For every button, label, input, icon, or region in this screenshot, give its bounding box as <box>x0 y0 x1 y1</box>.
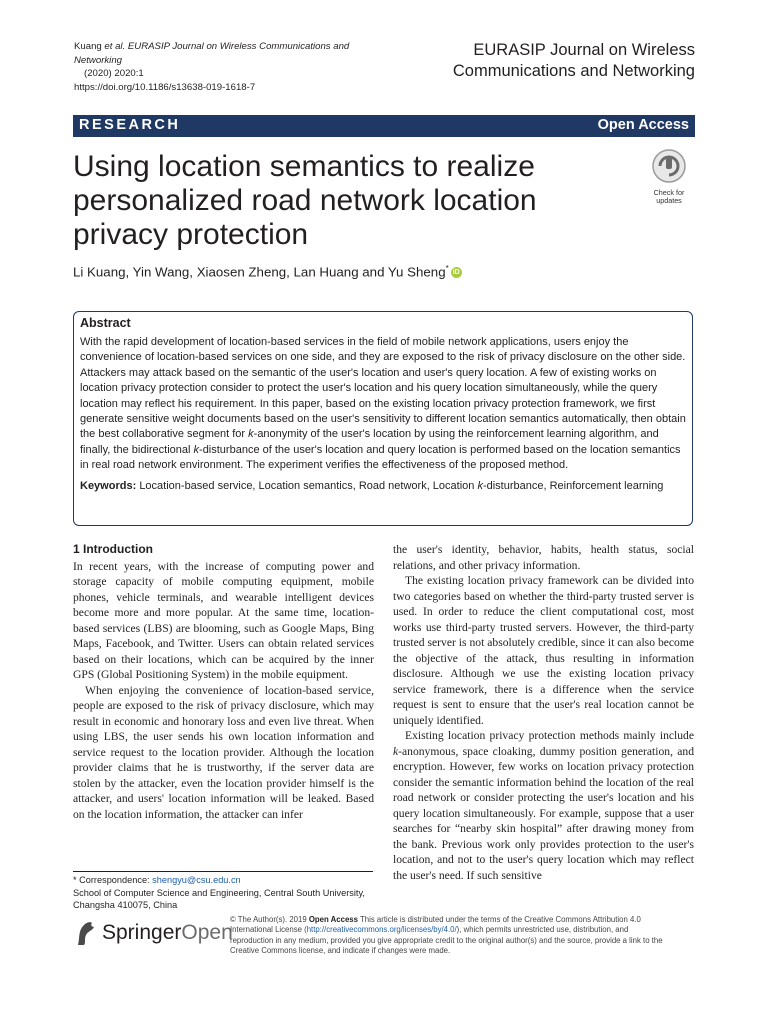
check-updates-label-2: updates <box>656 196 682 205</box>
springer-word: Springer <box>102 921 182 944</box>
citation-journal: et al. EURASIP Journal on Wireless Communications and Networking <box>74 41 350 66</box>
body-column-left <box>73 542 374 822</box>
citation-block <box>74 40 394 94</box>
check-updates-icon <box>651 148 687 184</box>
paragraph-part: Existing location privacy protection methods mainly include <box>405 729 694 742</box>
abstract-heading: Abstract <box>80 316 131 330</box>
paragraph: In recent years, with the increase of computing power and storage capacity of mobile computing equipment, mobile phones, vehicle terminals, and wearable intelligent devices become more and more popular. At the same time, location-based services (LBS) are blooming, such as Google Maps, Bing Maps, Facebook, and Twitter. Users can obtain related services based on their locations, which can be acquired by the inner GPS (Global Positioning System) in the mobile equipment. <box>73 559 374 681</box>
license-text-a: This article is distributed under the terms of the Creative Commons Attribution 4.0 International License ( <box>230 915 641 935</box>
keywords-b: -disturbance, Reinforcement learning <box>482 479 664 492</box>
corresponding-mark: * <box>445 264 449 273</box>
license-open-access: Open Access <box>308 915 358 924</box>
abstract-k-1: k <box>248 428 254 441</box>
keywords <box>80 479 686 493</box>
journal-name-line-1: EURASIP Journal on Wireless <box>473 41 695 59</box>
affiliation-line-2: Changsha 410075, China <box>73 900 178 910</box>
article-title: Using location semantics to realize personalized road network location privacy protection <box>73 150 537 251</box>
paragraph: When enjoying the convenience of location-based service, people are exposed to the risk of privacy disclosure, which may result in economic and honorary loss and even live threat. When using LBS, the user sends his own location information and service request to the location provider. Although the location provider claims that he is trustworthy, if the server data are stolen by the attacker, even the location provider himself is the attacker, and users' location information will be leaked. Based on the location information, the attacker can infer <box>73 683 374 821</box>
correspondence-label: * Correspondence: <box>73 875 150 885</box>
authors-text: Li Kuang, Yin Wang, Xiaosen Zheng, Lan Huang and Yu Sheng <box>73 264 446 280</box>
journal-name <box>453 40 695 82</box>
keywords-a: Location-based service, Location semantics, Road network, Location <box>139 479 475 492</box>
author-list <box>73 264 462 279</box>
doi-link[interactable]: https://doi.org/10.1186/s13638-019-1618-7 <box>74 81 256 93</box>
paragraph <box>393 728 694 883</box>
abstract-text-c: -disturbance of the user's location and query location is performed based on the location semantics in real road network environment. The experiment verifies the effectiveness of the proposed method. <box>80 443 681 472</box>
citation-authors: Kuang <box>74 41 102 52</box>
journal-name-line-2: Communications and Networking <box>452 62 695 80</box>
paragraph-part: -anonymous, space cloaking, dummy position generation, and encryption. However, few works on location privacy protection consider the semantic information behind the location of the real road network or consider protecting the user's location and his query location simultaneously. For example, suppose that a user searches for “nearby skin hospital” after drawing money from the bank. Previous work only provides protection to the user's location, and not to the user's query location which may reflect the user's need. If such sensitive <box>393 744 694 882</box>
license-url-link[interactable]: http://creativecommons.org/licenses/by/4.0/ <box>306 925 457 935</box>
affiliation-line-1: School of Computer Science and Engineering, Central South University, <box>73 887 365 898</box>
correspondence-email-link[interactable]: shengyu@csu.edu.cn <box>152 875 241 885</box>
orcid-icon[interactable]: iD <box>452 269 460 277</box>
license-text-b: ), which permits unrestricted use, distribution, and reproduction in any medium, provided you give appropriate credit to the original author(s) and the source, provide a link to the Creative Commons license, and indicate if changes were made. <box>230 925 663 956</box>
article-type-band <box>73 115 695 137</box>
open-word: Open <box>181 921 233 944</box>
abstract-text-a: With the rapid development of location-based services in the field of mobile network applications, users enjoy the convenience of location-based services on one side, and they are exposed to the risk of privacy disclosure on the other side. Attackers may attack based on the semantic of the user's location and user's query location. A few of existing works on location privacy protection consider to protect the user's location and his query location simultaneously, while the query location may reflect his requirement. In this paper, based on the existing location privacy protection framework, we first generate sensitive weight documents based on the user's sensitivity to different location semantics automatically, then obtain the best collaborative segment for <box>80 336 686 441</box>
abstract-text-b: -anonymity of the user's location by using the reinforcement learning algorithm, and finally, the bidirectional <box>80 428 659 456</box>
paragraph: The existing location privacy framework can be divided into two categories based on whether the third-party trusted server is used. In order to reduce the client computational cost, most works use third-party trusted servers. However, the third-party trusted server is not absolutely credible, since it can also become the objective of the attack, thus resulting in information disclosure. Although we use the existing location privacy service framework, there is a difference when the service request is sent to ensure that the user's real location cannot be uniquely identified. <box>393 574 694 727</box>
springer-open-wordmark <box>102 921 233 945</box>
license-notice <box>230 915 670 957</box>
keywords-label: Keywords: <box>80 479 137 492</box>
abstract-text <box>80 335 686 474</box>
correspondence-line <box>73 874 373 887</box>
paragraph-k: k <box>393 744 399 758</box>
abstract-k-2: k <box>193 443 200 456</box>
article-type-label: RESEARCH <box>79 117 181 133</box>
check-for-updates-button[interactable] <box>646 148 692 205</box>
paragraph: the user's identity, behavior, habits, health status, social relations, and other privacy information. <box>393 543 694 572</box>
body-column-right <box>393 542 694 883</box>
citation-line-2: (2020) 2020:1 <box>84 68 144 79</box>
correspondence-footnote <box>73 871 373 912</box>
check-updates-label-1: Check for <box>653 188 685 197</box>
keywords-k: k <box>477 479 483 492</box>
open-access-label: Open Access <box>597 117 689 133</box>
springer-horse-icon <box>74 919 98 947</box>
abstract-box <box>73 311 693 526</box>
section-heading: 1 Introduction <box>73 542 153 556</box>
license-copyright: © The Author(s). 2019 <box>230 915 307 924</box>
citation-line-1 <box>74 40 394 67</box>
